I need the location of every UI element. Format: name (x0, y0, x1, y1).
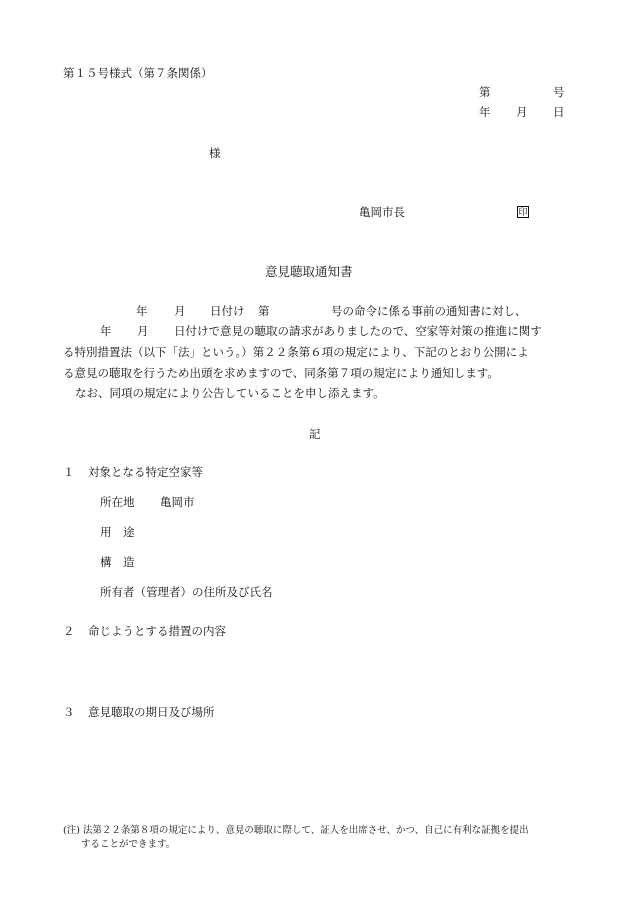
structure-label: 構 造 (100, 555, 135, 569)
body-line-1-month: 月 (174, 304, 186, 318)
location-label: 所在地 (100, 495, 135, 509)
addressee-suffix: 様 (209, 146, 221, 160)
body-line-2-month: 月 (137, 324, 149, 338)
date-day: 日 (553, 105, 565, 119)
footnote-line-1: (注) 法第２２条第８項の規定により、意見の聴取に際して、証人を出席させ、かつ、自己に有利な証拠を提出 (63, 825, 529, 836)
section-2-number: ２ (63, 624, 75, 638)
body-line-2-year: 年 (100, 324, 112, 338)
footnote-line-2: することができます。 (81, 839, 176, 850)
footnote (63, 824, 593, 852)
location-value: 亀岡市 (160, 495, 195, 509)
body-line-2-rest: 日付けで意見の聴取の請求がありましたので、空家等対策の推進に関す (174, 324, 542, 338)
date-year: 年 (479, 105, 491, 119)
body-line-1-number-prefix: 第 (258, 304, 270, 318)
section-3-number: ３ (63, 705, 75, 719)
section-1-heading: 対象となる特定空家等 (88, 465, 203, 479)
section-1-number: １ (63, 465, 75, 479)
body-line-3: る特別措置法（以下「法」という。）第２２条第６項の規定により、下記のとおり公開によ (63, 345, 529, 359)
section-2-heading: 命じようとする措置の内容 (88, 624, 226, 638)
sender-seal (517, 206, 529, 218)
ki-mark: 記 (309, 427, 321, 441)
doc-number-prefix: 第 (479, 85, 491, 99)
use-label: 用 途 (100, 525, 135, 539)
doc-number-suffix: 号 (553, 85, 565, 99)
body-line-4: る意見の聴取を行うため出頭を求めますので、同条第７項の規定により通知します。 (63, 366, 499, 380)
form-label: 第１５号様式（第７条関係） (63, 66, 213, 80)
owner-label: 所有者（管理者）の住所及び氏名 (100, 585, 273, 599)
body-line-5: なお、同項の規定により公告していることを申し添えます。 (75, 386, 385, 400)
seal-mark: 印 (518, 208, 528, 218)
section-3-heading: 意見聴取の期日及び場所 (88, 705, 215, 719)
sender-title: 亀岡市長 (359, 205, 405, 219)
body-line-1-dated: 日付け (210, 304, 245, 318)
body-line-1-rest: 号の命令に係る事前の通知書に対し、 (331, 304, 527, 318)
date-month: 月 (516, 105, 528, 119)
document-title: 意見聴取通知書 (265, 264, 353, 279)
body-line-1-year: 年 (136, 304, 148, 318)
